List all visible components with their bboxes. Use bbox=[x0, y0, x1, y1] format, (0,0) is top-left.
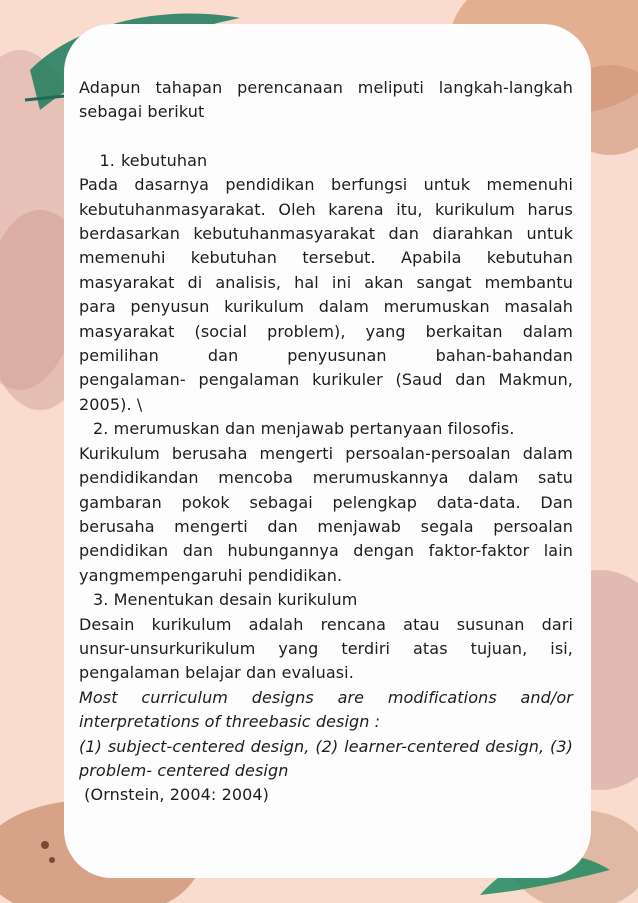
italic-line: interpretations of threebasic design : bbox=[79, 712, 381, 732]
paragraph-line: 2005). \ bbox=[79, 394, 143, 414]
section-heading: 3. Menentukan desain kurikulum bbox=[93, 590, 358, 610]
paragraph-line: pengalaman- pengalaman kurikuler (Saud dan Makmun, bbox=[79, 370, 573, 390]
section-heading: 2. merumuskan dan menjawab pertanyaan filosofis. bbox=[93, 419, 515, 439]
intro-line: sebagai berikut bbox=[79, 102, 205, 122]
citation: (Ornstein, 2004: 2004) bbox=[79, 785, 270, 805]
section-heading: 1. kebutuhan bbox=[79, 149, 573, 173]
paragraph-line: Desain kurikulum adalah rencana atau susunan dari bbox=[79, 614, 573, 634]
paragraph-line: gambaran pokok sebagai pelengkap data-data. Dan bbox=[79, 492, 573, 512]
paragraph-line: pendidikan dan hubungannya dengan faktor-faktor lain bbox=[79, 541, 573, 561]
body-text bbox=[79, 76, 573, 808]
italic-line: (1) subject-centered design, (2) learner-centered design, (3) bbox=[79, 736, 573, 756]
paragraph-line: Pada dasarnya pendidikan berfungsi untuk memenuhi bbox=[79, 175, 573, 195]
paragraph-line: pemilihan dan penyusunan bahan-bahandan bbox=[79, 346, 573, 366]
italic-line: Most curriculum designs are modifications and/or bbox=[79, 687, 573, 707]
paragraph-line: pendidikandan mencoba merumuskannya dalam satu bbox=[79, 468, 573, 488]
paragraph-line: berdasarkan kebutuhanmasyarakat dan diarahkan untuk bbox=[79, 224, 573, 244]
paragraph-line: unsur-unsurkurikulum yang terdiri atas tujuan, isi, bbox=[79, 638, 573, 658]
italic-line: problem- centered design bbox=[79, 760, 289, 780]
list-number: 1. bbox=[99, 150, 115, 170]
paragraph-line: masyarakat di analisis, hal ini akan sangat membantu bbox=[79, 272, 573, 292]
paragraph-line: yangmempengaruhi pendidikan. bbox=[79, 565, 343, 585]
paragraph-line: para penyusun kurikulum dalam merumuskan masalah bbox=[79, 297, 573, 317]
paragraph-line: Kurikulum berusaha mengerti persoalan-persoalan dalam bbox=[79, 443, 573, 463]
intro-line: Adapun tahapan perencanaan meliputi langkah-langkah bbox=[79, 78, 573, 97]
paragraph-line: memenuhi kebutuhan tersebut. Apabila kebutuhan bbox=[79, 248, 573, 268]
paragraph-line: pengalaman belajar dan evaluasi. bbox=[79, 663, 354, 683]
paragraph-line: masyarakat (social problem), yang berkaitan dalam bbox=[79, 321, 573, 341]
paragraph-line: berusaha mengerti dan menjawab segala persoalan bbox=[79, 516, 573, 536]
paragraph-line: kebutuhanmasyarakat. Oleh karena itu, kurikulum harus bbox=[79, 199, 573, 219]
